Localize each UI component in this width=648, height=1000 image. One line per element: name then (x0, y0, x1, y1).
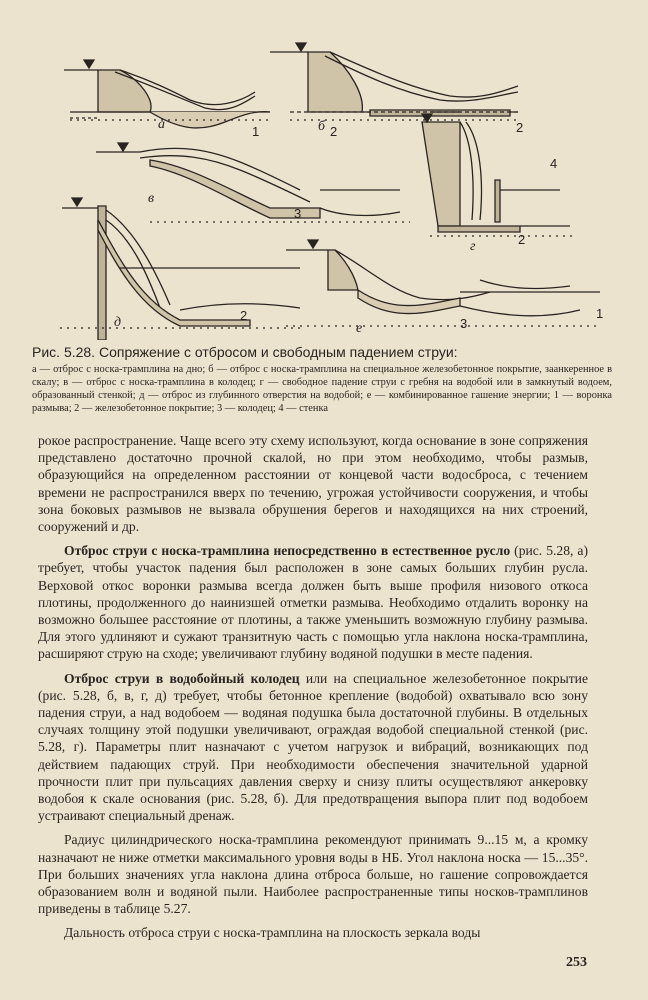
scheme-e (286, 240, 600, 316)
scheme-v (96, 143, 400, 218)
callout-g-4: 4 (550, 156, 558, 171)
scheme-g (422, 112, 570, 232)
callout-b-2: 2 (330, 124, 338, 139)
scheme-b (270, 43, 518, 116)
paragraph-1: рокое распространение. Чаще всего эту схему используют, когда основание в зоне сопряжения представлено достаточно прочной скалой, но при этом необходимо, чтобы размыв, образующийся на определенном расстоянии от концевой части водосброса, с течением времени не распространился вверх по течению, угрожая устойчивости сооружения, и чтобы зона боковых размывов не вызвала обрушения берегов и находящихся на них строений, сооружений и др. (38, 433, 588, 535)
paragraph-2-heading: Отброс струи с носка-трамплина непосредственно в естественное русло (64, 543, 511, 559)
paragraph-4: Радиус цилиндрического носка-трамплина рекомендуют принимать 9...15 м, а кромку назначают не ниже отметки максимального уровня воды в НБ. Угол наклона носка — 15...35°. При больших значениях угла наклона длина отброса больше, но гашение сопровождается образованием волн и водяной пыли. Наиболее распространенные типы носков-трамплинов приведены в таблице 5.27. (38, 832, 588, 917)
scheme-a (64, 60, 272, 128)
figure-caption (32, 344, 612, 415)
panel-label-v: в (148, 191, 155, 206)
panel-label-e: е (356, 321, 363, 336)
callout-e-1: 1 (596, 306, 604, 321)
panel-label-d: д (114, 315, 122, 330)
paragraph-3-heading: Отброс струи в водобойный колодец (64, 670, 300, 686)
paragraph-3-text: или на специальное железобетонное покрытие (рис. 5.28, б, в, г, д) требует, чтобы бетонное крепление (водобой) охватывало всю зону падения струи, а над водобоем — водяная подушка была достаточной глубины. В отдельных случаях толщину этой подушки увеличивают, ограждая водобой специальной стенкой (рис. 5.28, г). Параметры плит назначают с учетом нагрузок и вибраций, возникающих под действием падающих струй. При необходимости обеспечения значительной ударной прочности плит при пульсациях давления сверху и снизу плиты осуществляют анкеровку водобоя к скале основания (рис. 5.28, б). Для предотвращения выпора плит под водобоем устраивают специальный дренаж. (38, 670, 588, 824)
callout-a-1: 1 (252, 124, 260, 139)
scheme-d (62, 198, 300, 340)
caption-title: Рис. 5.28. Сопряжение с отбросом и свободным падением струи: (32, 344, 458, 360)
panel-label-b: б (318, 119, 326, 134)
caption-legend: а — отброс с носка-трамплина на дно; б — отброс с носка-трамплина на специальное железобетонное покрытие, заанкеренное в скалу; в — отброс с носка-трамплина в колодец; г — свободное падение струи с гребня на водобой или в замкнутый водоем, образованный стенкой; д — отброс из глубинного отверстия на водобой; е — комбинированное гашение энергии; 1 — воронка размыва; 2 — железобетонное покрытие; 3 — колодец; 4 — стенка (32, 364, 612, 414)
paragraph-5: Дальность отброса струи с носка-трамплина на плоскость зеркала воды (64, 925, 481, 941)
panel-label-a: а (158, 117, 165, 132)
paragraph-2-text: (рис. 5.28, а) требует, чтобы участок падения был расположен в зоне самых больших глубин русла. Верховой откос воронки размыва всегда должен быть выше профиля низового откоса плотины, продолженного до наинизшей отметки размыва. Необходимо отдалить воронку на возможно большее расстояние от плотины, а также уменьшить возможную глубину размыва. Для этого удлиняют и сужают транзитную часть с помощью угла наклона носка-трамплина, расширяют струю на сходе; увеличивают глубину водяной подушки в месте падения. (38, 543, 588, 662)
callout-e-3: 3 (460, 316, 468, 331)
callout-v-3: 3 (294, 206, 302, 221)
paragraph-2 (38, 542, 588, 662)
page-number: 253 (566, 955, 587, 970)
body-text (38, 432, 588, 949)
panel-label-g: г (470, 239, 476, 254)
callout-d-2: 2 (240, 308, 248, 323)
paragraph-3 (38, 670, 588, 825)
callout-g-2: 2 (518, 232, 526, 247)
hydraulic-schemes-illustration (40, 40, 610, 340)
callout-b-2-right: 2 (516, 120, 524, 135)
figure-5-28 (40, 40, 610, 340)
